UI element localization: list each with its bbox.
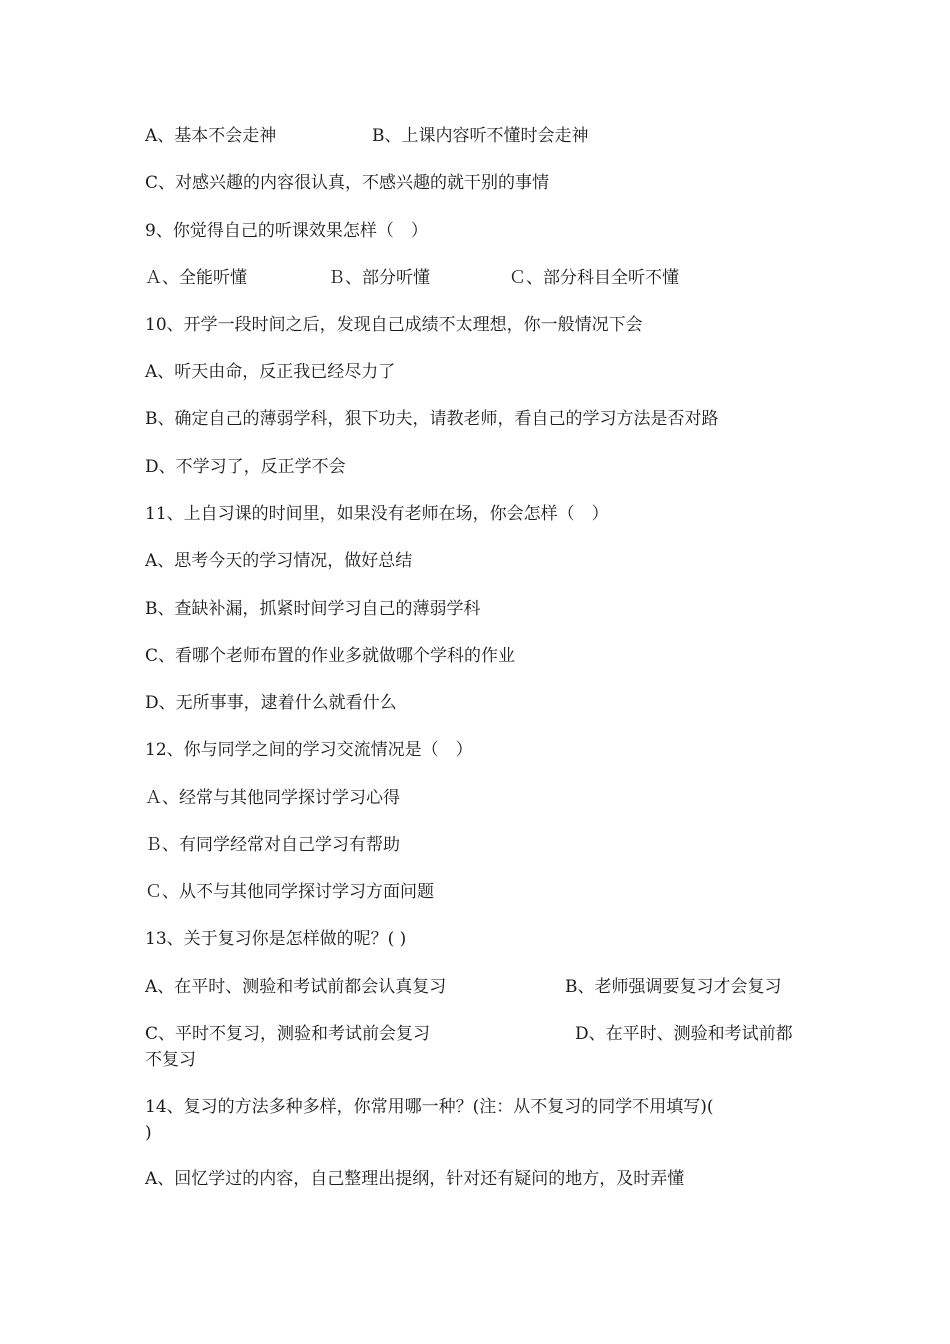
question-9	[145, 218, 428, 244]
option-line	[145, 1021, 793, 1070]
option-line	[145, 785, 400, 811]
question-12	[145, 737, 473, 763]
question-text-continued: )	[145, 1123, 152, 1143]
option-a: Ａ、经常与其他同学探讨学习心得	[145, 788, 400, 808]
option-a: A、回忆学过的内容，自己整理出提纲，针对还有疑问的地方，及时弄懂	[145, 1169, 685, 1189]
option-line	[145, 1166, 684, 1192]
option-c: C、对感兴趣的内容很认真，不感兴趣的就干别的事情	[145, 173, 550, 193]
option-line	[145, 879, 434, 905]
option-b: B、查缺补漏，抓紧时间学习自己的薄弱学科	[145, 599, 481, 619]
option-line	[145, 454, 346, 480]
option-c: C、平时不复习，测验和考试前会复习	[145, 1024, 431, 1044]
question-text: 9、你觉得自己的听课效果怎样（ ）	[145, 221, 428, 241]
option-b: B、确定自己的薄弱学科，狠下功夫，请教老师，看自己的学习方法是否对路	[145, 409, 719, 429]
option-line	[145, 406, 719, 432]
option-line	[145, 265, 679, 291]
option-c: Ｃ、部分科目全听不懂	[509, 268, 679, 288]
question-11	[145, 501, 609, 527]
option-a: A、思考今天的学习情况，做好总结	[145, 551, 413, 571]
option-a: A、基本不会走神	[145, 126, 277, 146]
option-b: B、上课内容听不懂时会走神	[372, 126, 589, 146]
option-d-continued: 不复习	[145, 1050, 196, 1070]
question-text: 13、关于复习你是怎样做的呢？( )	[145, 929, 407, 949]
option-d: D、不学习了，反正学不会	[145, 457, 346, 477]
option-c: Ｃ、从不与其他同学探讨学习方面问题	[145, 882, 434, 902]
question-10	[145, 312, 643, 338]
option-b: Ｂ、有同学经常对自己学习有帮助	[145, 835, 400, 855]
question-text: 14、复习的方法多种多样，你常用哪一种？(注：从不复习的同学不用填写)(	[145, 1097, 714, 1117]
option-b: Ｂ、部分听懂	[328, 268, 430, 288]
option-line	[145, 596, 481, 622]
question-text: 10、开学一段时间之后，发现自己成绩不太理想，你一般情况下会	[145, 315, 643, 335]
option-a: A、在平时、测验和考试前都会认真复习	[145, 977, 447, 997]
option-c: C、看哪个老师布置的作业多就做哪个学科的作业	[145, 646, 516, 666]
option-line	[145, 832, 400, 858]
option-d: D、无所事事，逮着什么就看什么	[145, 693, 397, 713]
option-line	[145, 690, 397, 716]
question-14	[145, 1094, 714, 1143]
option-b: B、老师强调要复习才会复习	[565, 977, 782, 997]
option-a: Ａ、全能听懂	[145, 268, 247, 288]
option-line	[145, 123, 589, 149]
option-a: A、听天由命，反正我已经尽力了	[145, 362, 396, 382]
option-line	[145, 643, 515, 669]
option-line	[145, 170, 549, 196]
option-d: D、在平时、测验和考试前都	[575, 1024, 793, 1044]
option-line	[145, 548, 412, 574]
question-text: 11、上自习课的时间里，如果没有老师在场，你会怎样（ ）	[145, 504, 609, 524]
option-line	[145, 974, 782, 1000]
question-text: 12、你与同学之间的学习交流情况是（ ）	[145, 740, 473, 760]
question-13	[145, 926, 406, 952]
option-line	[145, 359, 395, 385]
